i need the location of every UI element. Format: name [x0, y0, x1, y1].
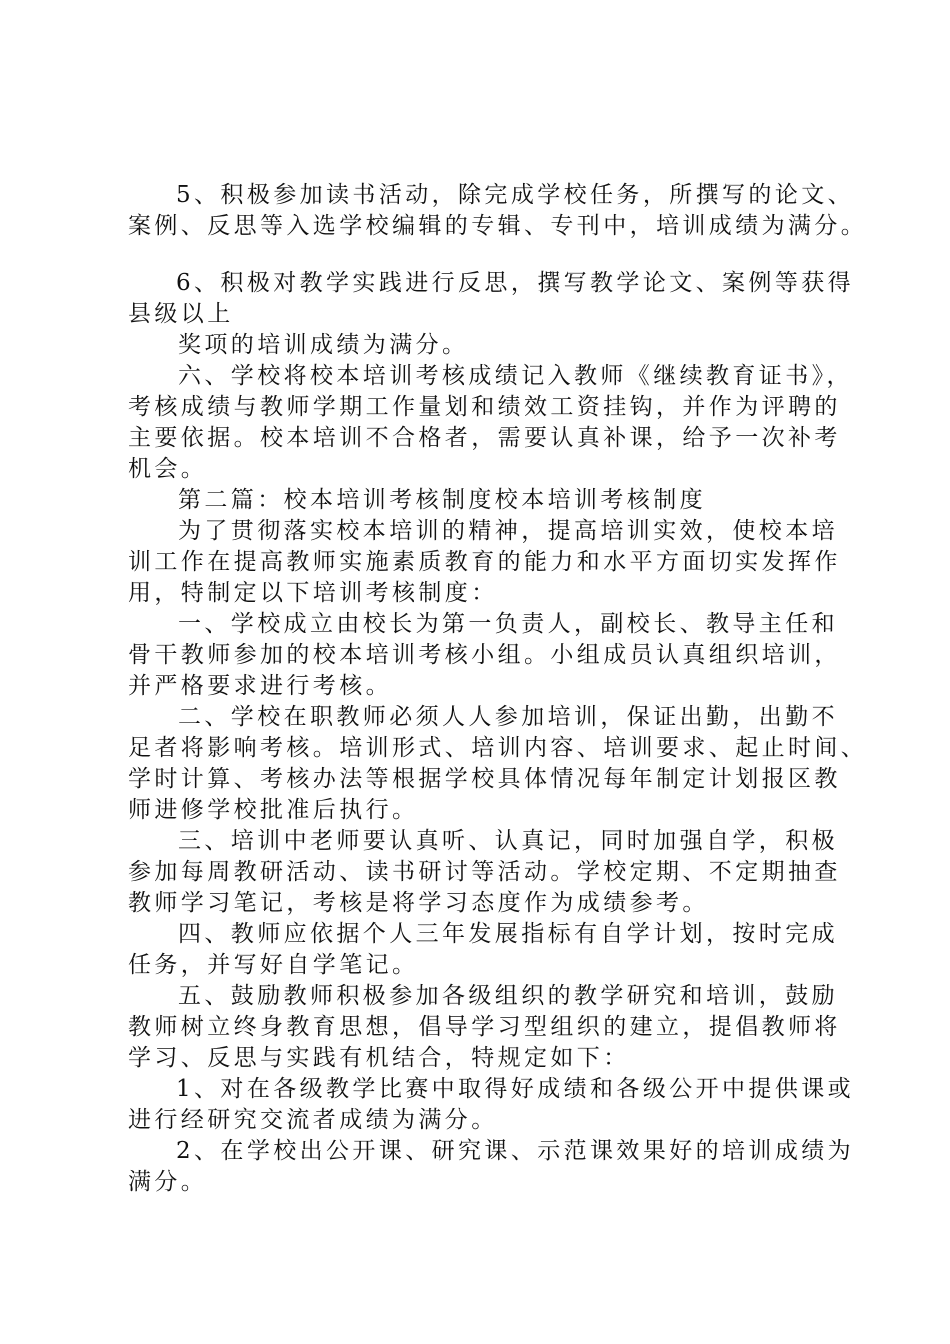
text-line: 县级以上	[128, 301, 234, 327]
text-line: 训工作在提高教师实施素质教育的能力和水平方面切实发挥作	[128, 549, 841, 575]
text-line: 6、积极对教学实践进行反思，撰写教学论文、案例等获得	[176, 270, 855, 296]
text-line: 一、学校成立由校长为第一负责人，副校长、教导主任和	[178, 611, 838, 637]
section-heading: 第二篇：校本培训考核制度校本培训考核制度	[178, 487, 706, 513]
text-line: 参加每周教研活动、读书研讨等活动。学校定期、不定期抽查	[128, 859, 841, 885]
text-line: 任务，并写好自学笔记。	[128, 952, 419, 978]
text-line: 机会。	[128, 456, 208, 482]
text-line: 五、鼓励教师积极参加各级组织的教学研究和培训，鼓励	[178, 983, 838, 1009]
text-line: 学习、反思与实践有机结合，特规定如下：	[128, 1045, 630, 1071]
text-line: 师进修学校批准后执行。	[128, 797, 419, 823]
text-line: 学时计算、考核办法等根据学校具体情况每年制定计划报区教	[128, 766, 841, 792]
text-line: 主要依据。校本培训不合格者，需要认真补课，给予一次补考	[128, 425, 841, 451]
text-line: 2、在学校出公开课、研究课、示范课效果好的培训成绩为	[176, 1138, 855, 1164]
text-line: 教师学习笔记，考核是将学习态度作为成绩参考。	[128, 890, 709, 916]
text-line: 四、教师应依据个人三年发展指标有自学计划，按时完成	[178, 921, 838, 947]
text-line: 用，特制定以下培训考核制度：	[128, 580, 498, 606]
text-line: 足者将影响考核。培训形式、培训内容、培训要求、起止时间、	[128, 735, 868, 761]
text-line: 考核成绩与教师学期工作量划和绩效工资挂钩，并作为评聘的	[128, 394, 841, 420]
text-line: 教师树立终身教育思想，倡导学习型组织的建立，提倡教师将	[128, 1014, 841, 1040]
text-line: 满分。	[128, 1169, 208, 1195]
text-line: 案例、反思等入选学校编辑的专辑、专刊中，培训成绩为满分。	[128, 213, 868, 239]
text-line: 二、学校在职教师必须人人参加培训，保证出勤，出勤不	[178, 704, 838, 730]
text-line: 并严格要求进行考核。	[128, 673, 392, 699]
text-line: 三、培训中老师要认真听、认真记，同时加强自学，积极	[178, 828, 838, 854]
text-line: 为了贯彻落实校本培训的精神，提高培训实效，使校本培	[178, 518, 838, 544]
text-line: 六、学校将校本培训考核成绩记入教师《继续教育证书》，	[178, 363, 853, 389]
text-line: 奖项的培训成绩为满分。	[178, 332, 469, 358]
text-line: 进行经研究交流者成绩为满分。	[128, 1107, 498, 1133]
text-line: 5、积极参加读书活动，除完成学校任务，所撰写的论文、	[176, 182, 855, 208]
text-line: 1、对在各级教学比赛中取得好成绩和各级公开中提供课或	[176, 1076, 855, 1102]
text-line: 骨干教师参加的校本培训考核小组。小组成员认真组织培训，	[128, 642, 841, 668]
